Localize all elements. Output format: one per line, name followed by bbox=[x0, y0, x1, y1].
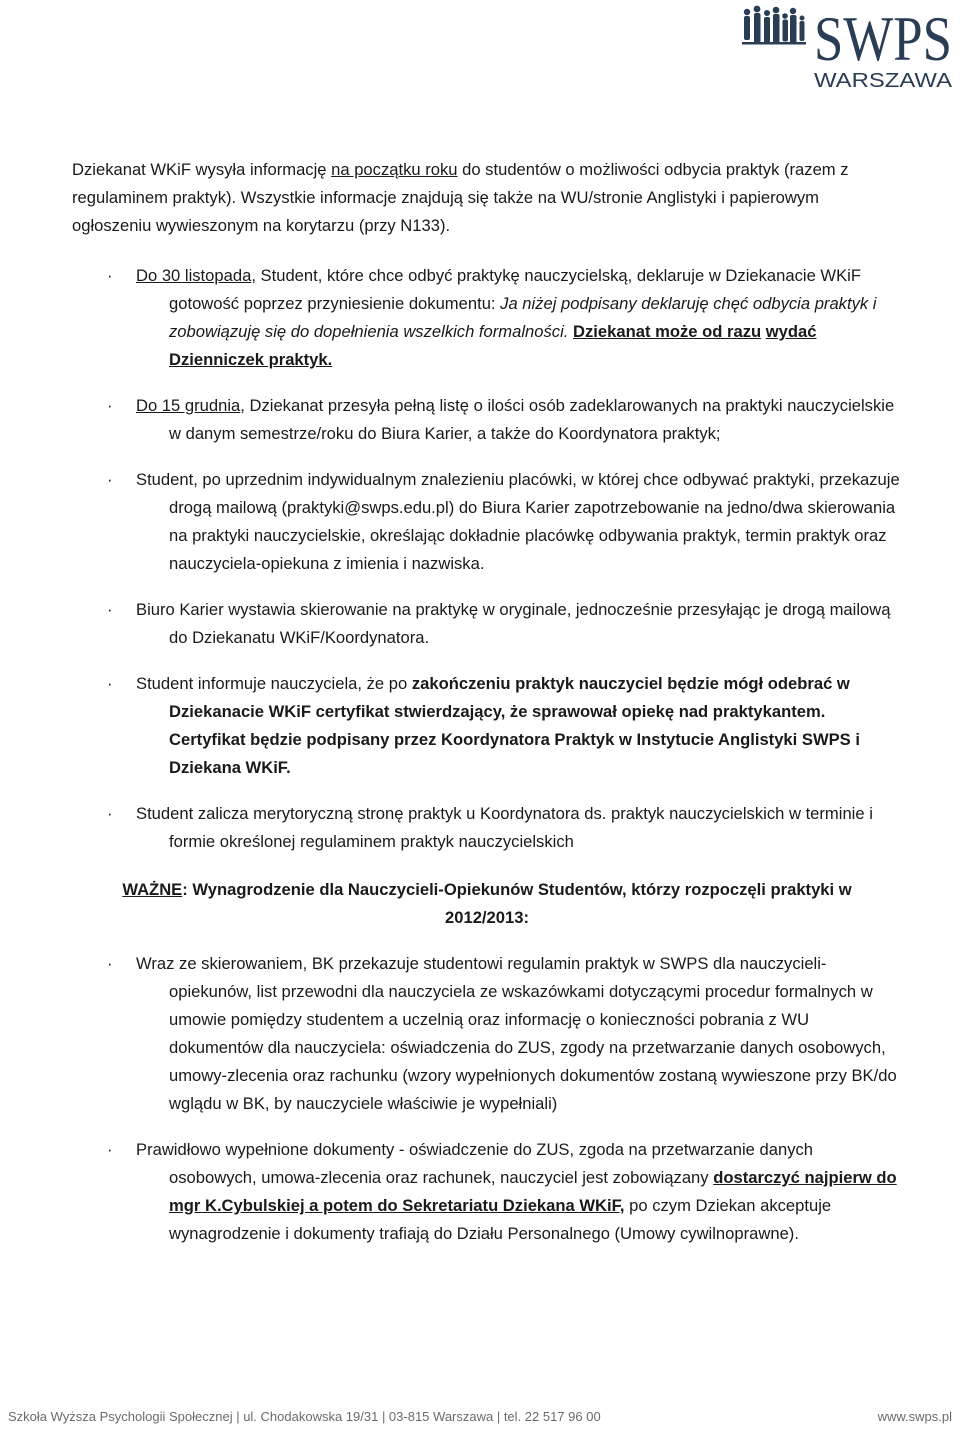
bullet-marker: · bbox=[107, 954, 113, 973]
people-silhouettes-icon bbox=[742, 6, 806, 45]
item-text: po czym Dziekan akceptuje wynagrodzenie i dokumenty trafiają do Działu Personalnego (Umowy cywilnoprawne). bbox=[169, 1196, 832, 1243]
list-item-1 bbox=[72, 262, 902, 374]
list-item-8 bbox=[72, 1136, 902, 1248]
list-item-2 bbox=[72, 392, 902, 448]
bold-text: zakończeniu praktyk nauczyciel będzie mógł odebrać w Dziekanacie WKiF certyfikat stwierdzający, że sprawował opiekę nad praktykantem. Certyfikat będzie podpisany przez Koordynatora Praktyk w Instytucie Anglistyki SWPS i Dziekana WKiF. bbox=[169, 674, 860, 777]
intro-underlined-text: na początku roku bbox=[331, 160, 458, 179]
deadline-text: Do 15 grudnia bbox=[136, 396, 241, 415]
item-text: Student, po uprzednim indywidualnym znalezieniu placówki, w której chce odbywać praktyki, przekazuje drogą mailową (praktyki@swps.edu.pl) do Biura Karier zapotrzebowanie na jedno/dwa skierowania na praktyki nauczycielskie, określając dokładnie placówkę odbywania praktyk, termin praktyk oraz nauczyciela-opiekuna z imienia i nazwiska. bbox=[136, 470, 900, 573]
document-body bbox=[72, 156, 902, 1266]
deadline-text: Do 30 listopada bbox=[136, 266, 252, 285]
bullet-marker: · bbox=[107, 600, 113, 619]
bullet-marker: · bbox=[107, 804, 113, 823]
bold-underlined-text: dostarczyć najpierw do mgr K.Cybulskiej a potem do Sekretariatu Dziekana WKiF, bbox=[169, 1168, 897, 1215]
footer-address: Szkoła Wyższa Psychologii Społecznej | ul. Chodakowska 19/31 | 03-815 Warszawa | tel. 22 517 96 00 bbox=[8, 1409, 601, 1424]
intro-text-2: do studentów o możliwości odbycia praktyk (razem z regulaminem praktyk). Wszystkie informacje znajdują się także na WU/stronie Anglistyki i papierowym ogłoszeniu wywieszonym na korytarzu (przy N133). bbox=[72, 160, 849, 235]
declaration-quote: Ja niżej podpisany deklaruję chęć odbycia praktyk i zobowiązuję się do dopełnienia wszelkich formalności. bbox=[169, 294, 877, 341]
swps-logo-graphic bbox=[736, 4, 954, 90]
intro-text-1: Dziekanat WKiF wysyła informację bbox=[72, 160, 332, 179]
list-item-5 bbox=[72, 670, 902, 782]
item-text: Student informuje nauczyciela, że po bbox=[136, 674, 412, 693]
logo-text: SWPS bbox=[814, 4, 952, 74]
item-text: Student zalicza merytoryczną stronę praktyk u Koordynatora ds. praktyk nauczycielskich w terminie i formie określonej regulaminem praktyk nauczycielskich bbox=[136, 804, 873, 851]
logo-subtext: WARSZAWA bbox=[814, 70, 953, 90]
bold-underlined-text: Dziekanat może od razu bbox=[573, 322, 762, 341]
list-item-3 bbox=[72, 466, 902, 578]
item-text: Wraz ze skierowaniem, BK przekazuje studentowi regulamin praktyk w SWPS dla nauczycieli-opiekunów, list przewodni dla nauczyciela ze wskazówkami dotyczącymi procedur formalnych w umowie pomiędzy studentem a uczelnią oraz informację o konieczności pobrania z WU dokumentów dla nauczyciela: oświadczenia do ZUS, zgody na przetwarzanie danych osobowych, umowy-zlecenia oraz rachunku (wzory wypełnionych dokumentów zostaną wywieszone przy BK/do wglądu w BK, by nauczyciele właściwie je wypełniali) bbox=[136, 954, 897, 1113]
bullet-marker: · bbox=[107, 396, 113, 415]
important-heading bbox=[72, 876, 902, 932]
bullet-marker: · bbox=[107, 674, 113, 693]
bullet-marker: · bbox=[107, 1140, 113, 1159]
bullet-marker: · bbox=[107, 470, 113, 489]
item-text: , Student, które chce odbyć praktykę nauczycielską, deklaruje w Dziekanacie WKiF gotowość poprzez przyniesienie dokumentu: bbox=[169, 266, 861, 313]
footer-website-link[interactable]: www.swps.pl bbox=[877, 1409, 952, 1424]
list-item-7 bbox=[72, 950, 902, 1118]
list-item-4 bbox=[72, 596, 902, 652]
bold-underlined-text: wydać Dzienniczek praktyk. bbox=[169, 322, 817, 369]
intro-paragraph bbox=[72, 156, 902, 240]
important-text: : Wynagrodzenie dla Nauczycieli-Opiekunów Studentów, którzy rozpoczęli praktyki w 2012/2013: bbox=[182, 880, 852, 927]
item-text: Prawidłowo wypełnione dokumenty - oświadczenie do ZUS, zgoda na przetwarzanie danych osobowych, umowa-zlecenia oraz rachunek, nauczyciel jest zobowiązany bbox=[136, 1140, 814, 1187]
list-item-6 bbox=[72, 800, 902, 856]
important-label: WAŻNE bbox=[122, 880, 183, 899]
item-text: Biuro Karier wystawia skierowanie na praktykę w oryginale, jednocześnie przesyłając je drogą mailową do Dziekanatu WKiF/Koordynatora. bbox=[136, 600, 891, 647]
item-text: , Dziekanat przesyła pełną listę o ilości osób zadeklarowanych na praktyki nauczycielskie w danym semestrze/roku do Biura Karier, a także do Koordynatora praktyk; bbox=[169, 396, 895, 443]
swps-logo bbox=[736, 4, 954, 90]
bullet-marker: · bbox=[107, 266, 113, 285]
